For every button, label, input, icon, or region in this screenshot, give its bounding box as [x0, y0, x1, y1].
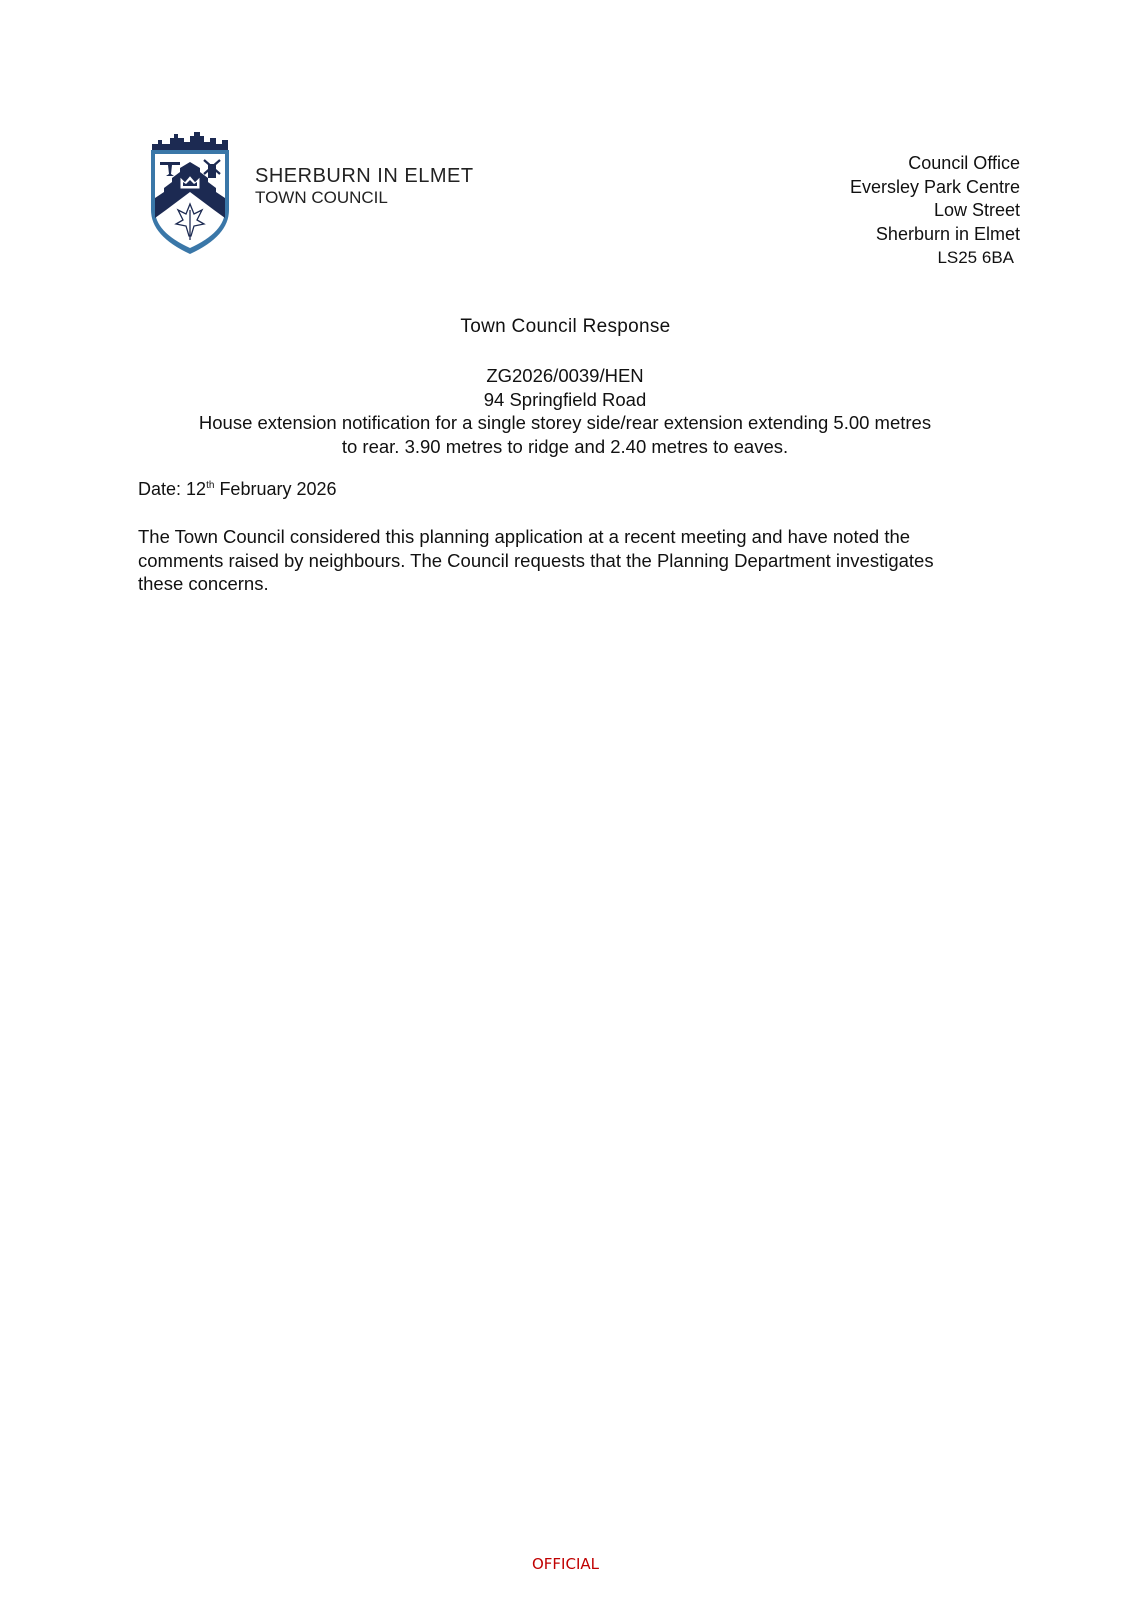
application-description: to rear. 3.90 metres to ridge and 2.40 metres to eaves. — [341, 435, 789, 457]
response-date — [138, 479, 337, 500]
application-description: House extension notification for a single storey side/rear extension extending 5.00 metres — [198, 412, 932, 433]
town-council-crest-icon — [150, 132, 230, 256]
classification-footer: OFFICIAL — [531, 1555, 599, 1573]
address-line: Council Office — [908, 153, 1020, 173]
address-line: Low Street — [933, 200, 1020, 220]
date-month-year: February 2026 — [219, 479, 337, 499]
address-line: Sherburn in Elmet — [875, 223, 1020, 244]
org-subtitle: TOWN COUNCIL — [255, 188, 388, 207]
document-heading: Town Council Response — [460, 316, 671, 337]
address-line: Eversley Park Centre — [849, 176, 1020, 197]
org-name: SHERBURN IN ELMET — [255, 165, 474, 187]
date-day: 12 — [186, 479, 207, 499]
date-suffix: th — [206, 480, 215, 491]
application-details — [130, 364, 1000, 458]
date-label: Date: — [138, 479, 182, 499]
response-body: The Town Council considered this planning application at a recent meeting and have noted the comments raised by neighbours. The Council requests that the Planning Department investigates these concerns. — [138, 526, 934, 594]
application-reference: ZG2026/0039/HEN — [486, 365, 644, 386]
application-site: 94 Springfield Road — [483, 388, 647, 410]
postcode: LS25 6BA — [937, 248, 1014, 267]
council-address — [850, 152, 1020, 270]
